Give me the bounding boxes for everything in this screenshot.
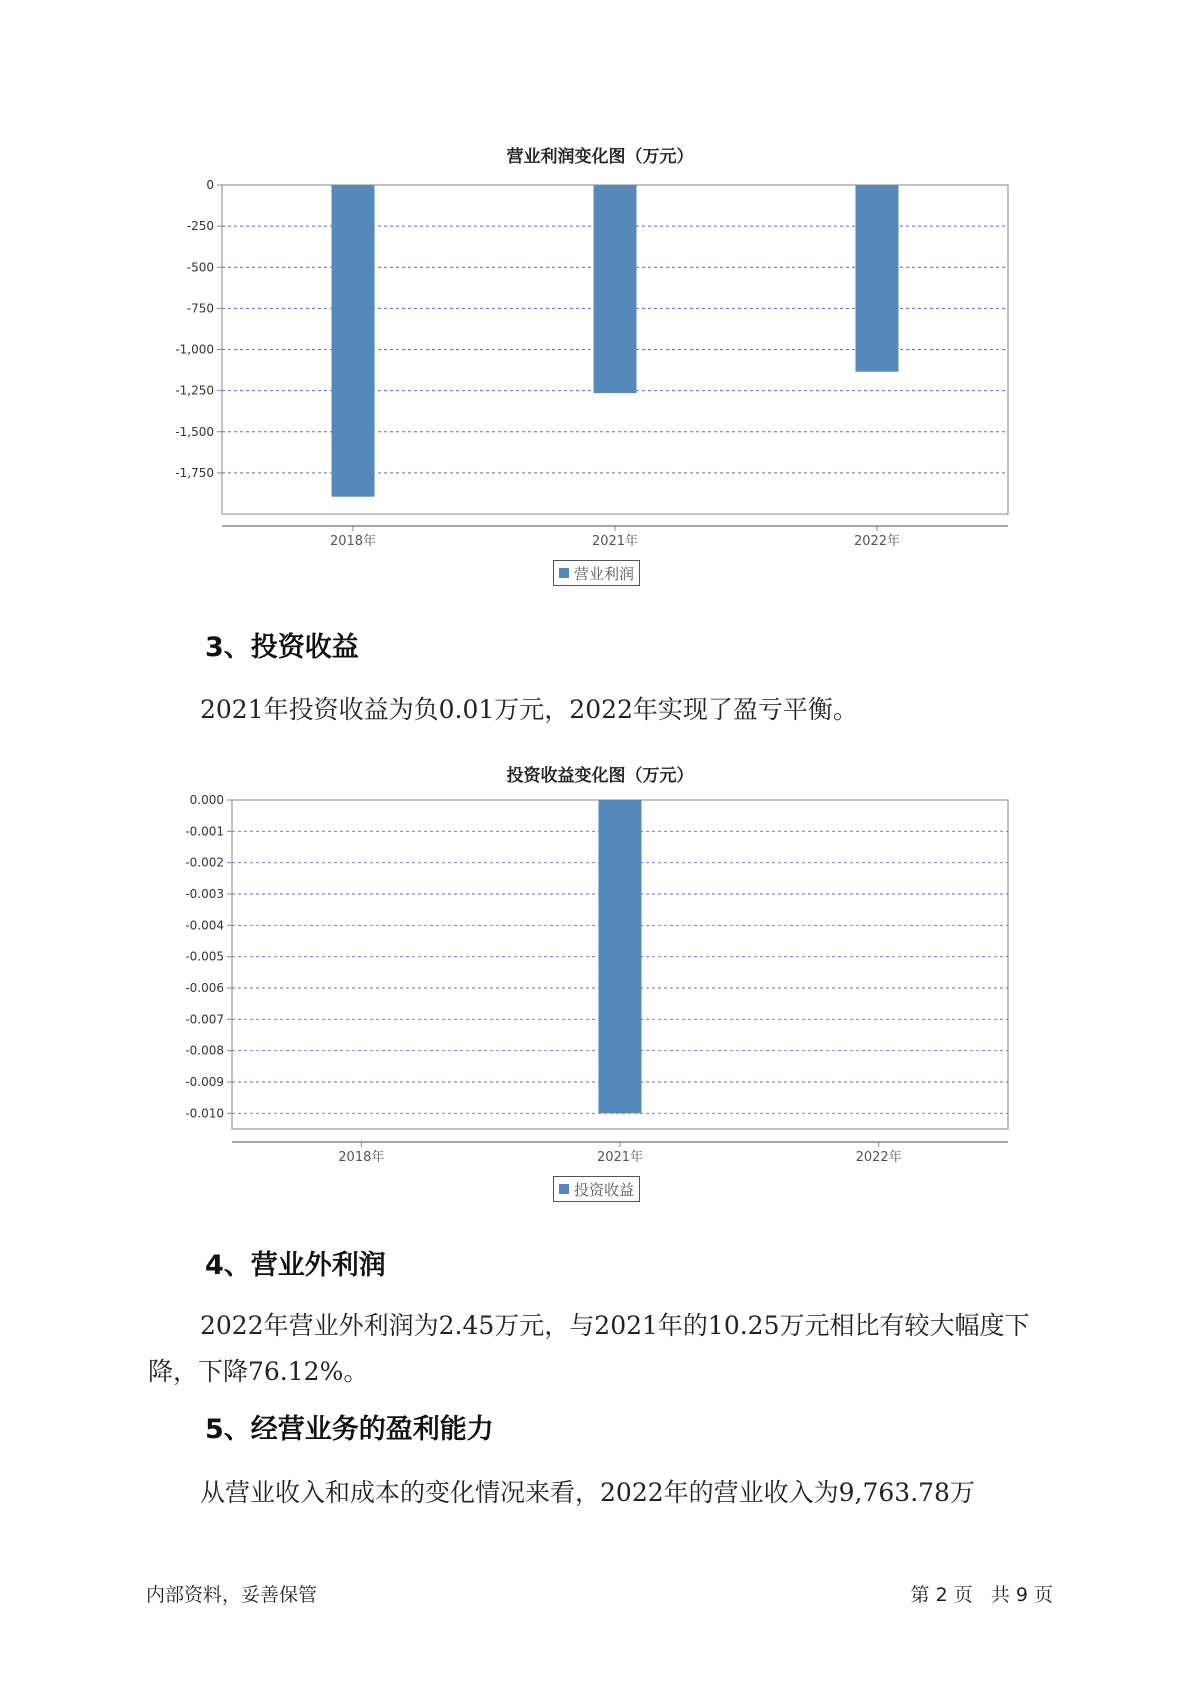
section-heading-profitability: 5、经营业务的盈利能力 [205,1414,494,1445]
chart2-legend [553,1176,640,1202]
chart2-y-tick-label: -0.002 [185,855,224,870]
chart2-y-tick-label: 0.000 [189,793,224,807]
chart1-y-tick-label: -1,500 [175,424,214,439]
chart1-y-tick-label: -1,000 [175,342,214,357]
chart1-bar [594,185,637,393]
chart2-y-tick-label: -0.006 [185,981,224,995]
chart1-bar [332,185,375,497]
footer-confidential-note: 内部资料，妥善保管 [146,1584,318,1606]
chart1-plot [0,160,1191,720]
chart2-x-tick-label: 2021年 [596,1150,644,1165]
chart1-y-tick-label: -250 [186,219,214,234]
section-heading-nonoperating: 4、营业外利润 [205,1250,386,1281]
chart1-legend-label: 营业利润 [574,564,635,583]
chart2-y-tick-label: -0.004 [185,918,224,933]
chart2-y-tick-label: -0.008 [185,1043,224,1058]
chart2-x-tick-label: 2018年 [338,1150,385,1165]
chart2-bar [599,800,642,1113]
section-text-investment: 2021年投资收益为负0.01万元，2022年实现了盈亏平衡。 [200,695,858,724]
chart2-y-tick-label: -0.010 [185,1106,224,1121]
chart2-y-tick-label: -0.009 [185,1075,224,1089]
chart2-title: 投资收益变化图（万元） [506,766,694,786]
chart2-y-tick-label: -0.005 [185,949,224,964]
footer-page-number: 第 2 页 共 9 页 [910,1584,1053,1606]
chart1-x-tick-label: 2022年 [853,534,901,549]
chart2-legend-swatch [559,1184,569,1194]
chart1-legend [553,560,640,586]
chart1-x-tick-label: 2021年 [591,534,639,549]
chart1-x-tick-label: 2018年 [329,534,377,549]
chart1-y-tick-label: -750 [186,301,214,316]
chart2-y-tick-label: -0.001 [185,824,224,839]
chart1-title: 营业利润变化图（万元） [506,147,694,167]
chart2-legend-label: 投资收益 [574,1180,635,1199]
chart2-x-tick-label: 2022年 [855,1150,902,1165]
chart1-y-tick-label: -500 [186,260,214,275]
section-text-nonoperating: 2022年营业外利润为2.45万元，与2021年的10.25万元相比有较大幅度下降，下降76.12%。 [148,1311,1030,1386]
chart1-y-tick-label: -1,750 [175,465,214,480]
chart2-y-tick-label: -0.003 [185,887,224,901]
chart2-y-tick-label: -0.007 [185,1012,224,1027]
chart1-y-tick-label: -1,250 [175,383,214,398]
chart1-bar [856,185,899,372]
chart1-y-tick-label: 0 [206,178,214,192]
section-heading-investment: 3、投资收益 [205,632,359,663]
chart1-legend-swatch [559,568,569,578]
section-text-profitability: 从营业收入和成本的变化情况来看，2022年的营业收入为9,763.78万 [200,1478,975,1507]
chart2-plot [0,780,1191,1180]
